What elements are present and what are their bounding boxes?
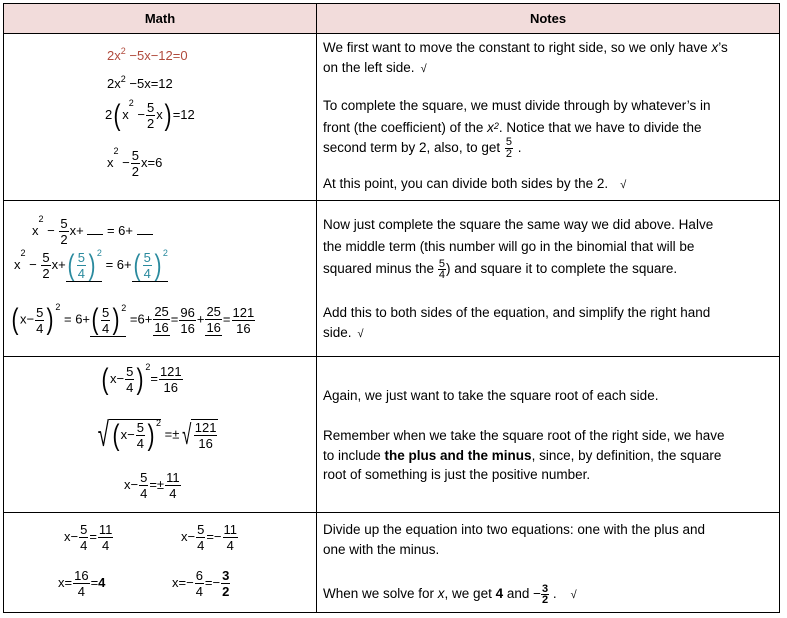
row2-note-p2-line2: side. √ [323, 325, 364, 340]
row4-note-p1-line1: Divide up the equation into two equations: one with the plus and [323, 522, 706, 537]
row4-eq3: x= $\frac{16}{4}$ =4 [58, 568, 106, 599]
check-mark: √ [570, 589, 577, 602]
row2-note-p2-line1: Add this to both sides of the equation, and simplify the right hand [323, 305, 711, 320]
row2-note-p1-line2: the middle term (this number will go in the binomial that will be [323, 239, 695, 254]
row2-eq3: ( x− $\frac{5}{4}$ ) $^2$ = 6+( $\frac{5}{4}$ ) $^2$ =6+ $\frac{25}{16}$ = $\frac{96}{16}$ + $\frac{25}{16}$ = $\frac{121}{16}$ [11, 302, 255, 336]
math-notes-table [3, 3, 780, 613]
row4-note-p2: When we solve for x, we get 4 and − $\frac{3}{2}$ . √ [323, 583, 577, 606]
row-divider-1 [4, 200, 779, 201]
row3-eq1: ( x− $\frac{5}{4}$ ) $^2$= $\frac{121}{16}$ [101, 362, 182, 396]
row4-eq2: x− $\frac{5}{4}$ =− $\frac{11}{4}$ [181, 522, 238, 553]
row1-eq2: $2x^2 -5x=12$ [107, 74, 173, 91]
column-divider [316, 4, 317, 612]
row1-note-p1-line1: We first want to move the constant to right side, so we only have x’s [323, 40, 728, 55]
row2-eq1: $x^2$ − $\frac{5}{2}$ x+ = 6+ [32, 216, 153, 247]
row1-note-p2-line2: front (the coefficient) of the $x^2$. Notice that we have to divide the [323, 120, 702, 135]
row2-note-p1-line3: squared minus the $\frac{5}{4}$ ) and square it to complete the square. [323, 258, 678, 281]
row3-eq2: √ ( x− $\frac{5}{4}$ ) $^2$ =± √ $\frac{121}{16}$ [97, 416, 217, 454]
row1-eq1: $2x^2 -5x-12=0$ [107, 46, 188, 63]
row3-note-p2-line2: to include the plus and the minus, since, by definition, the square [323, 448, 722, 463]
header-notes: Notes [317, 4, 779, 34]
row1-eq4: $x^2$ − $\frac{5}{2}$ x=6 [107, 146, 163, 179]
row3-eq3: x− $\frac{5}{4}$ =± $\frac{11}{4}$ [124, 470, 180, 501]
row2-note-p1-line1: Now just complete the square the same way we did above. Halve [323, 217, 714, 232]
row-divider-3 [4, 512, 779, 513]
check-mark: √ [620, 179, 627, 191]
row3-note-p2-line1: Remember when we take the square root of the right side, we have [323, 428, 725, 443]
row1-eq3: 2( $x^2$ − $\frac{5}{2}$ x) =12 [105, 98, 195, 132]
row1-note-p3: At this point, you can divide both sides by the 2. √ [323, 176, 627, 191]
row3-note-p2-line3: root of something is just the positive number. [323, 467, 591, 482]
header-math: Math [4, 4, 316, 34]
row4-note-p1-line2: one with the minus. [323, 542, 440, 557]
row1-note-p2-line3: second term by 2, also, to get $\frac{5}{2}$ . [323, 136, 522, 160]
row1-note-p2-line1: To complete the square, we must divide through by whatever’s in [323, 98, 711, 113]
row-divider-2 [4, 356, 779, 357]
row3-note-p1: Again, we just want to take the square root of each side. [323, 388, 659, 403]
row2-eq2: $x^2$ − $\frac{5}{2}$ x+( $\frac{5}{4}$ ) $^2$ = 6+( $\frac{5}{4}$ ) $^2$ [14, 248, 168, 282]
row4-eq4: x=− $\frac{6}{4}$ =− $\frac{3}{2}$ [172, 568, 230, 599]
check-mark: √ [357, 328, 364, 340]
row1-note-p1-line2: on the left side. √ [323, 60, 427, 75]
check-mark: √ [420, 63, 427, 75]
row4-eq1: x− $\frac{5}{4}$ = $\frac{11}{4}$ [64, 522, 113, 553]
